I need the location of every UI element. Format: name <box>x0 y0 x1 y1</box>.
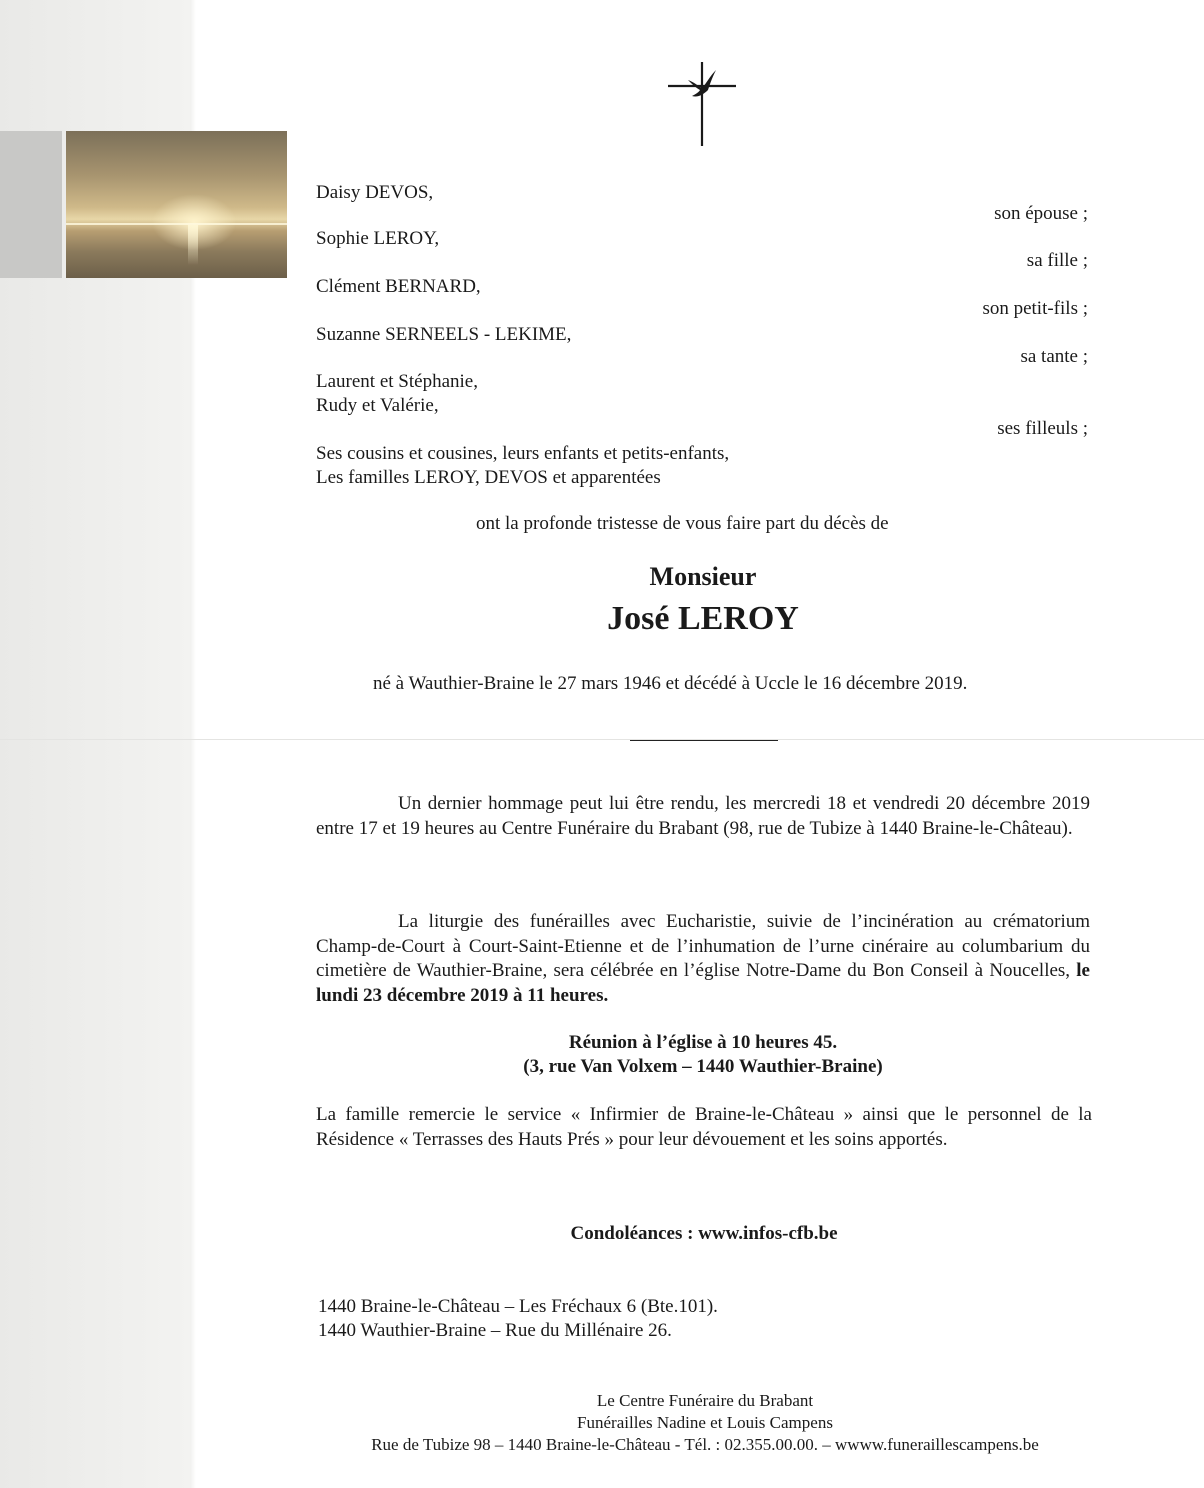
grey-block <box>0 131 62 278</box>
liturgy-paragraph <box>316 910 1090 1008</box>
family-godchildren-role: ses filleuls ; <box>997 418 1088 439</box>
condolences-line: Condoléances : www.infos-cfb.be <box>570 1223 838 1244</box>
liturgy-text: La liturgie des funérailles avec Eucharistie, suivie de l’incinération au crématorium Champ-de-Court à Court-Saint-Etienne et de l’inhumation de l’urne cinéraire au columbarium du cimetière de Wauthier-Braine, sera célébrée en l’église Notre-Dame du Bon Conseil à Noucelles, <box>316 911 1090 981</box>
tribute-paragraph: Un dernier hommage peut lui être rendu, les mercredi 18 et vendredi 20 décembre 2019 entre 17 et 19 heures au Centre Funéraire du Brabant (98, rue de Tubize à 1440 Braine-le-Château). <box>316 793 1090 839</box>
fold-line <box>0 739 1204 740</box>
cross-with-dove-icon <box>666 58 738 148</box>
sunset-photo <box>66 131 287 278</box>
deceased-name: José LEROY <box>607 600 799 637</box>
announcement-intro: ont la profonde tristesse de vous faire part du décès de <box>476 513 889 534</box>
family-godchildren-line1: Laurent et Stéphanie, <box>316 371 478 392</box>
family-families-line: Les familles LEROY, DEVOS et apparentées <box>316 467 661 488</box>
family-sophie-role: sa fille ; <box>1026 250 1088 271</box>
footer-line2: Funérailles Nadine et Louis Campens <box>577 1413 833 1432</box>
family-cousins-line: Ses cousins et cousines, leurs enfants et petits-enfants, <box>316 443 730 464</box>
family-daisy-role: son épouse ; <box>994 203 1088 224</box>
address-line2: 1440 Wauthier-Braine – Rue du Millénaire 26. <box>318 1320 672 1341</box>
liturgy-date: le lundi 23 décembre 2019 à 11 heures. <box>316 960 1090 1006</box>
meeting-line2: (3, rue Van Volxem – 1440 Wauthier-Braine) <box>523 1056 883 1077</box>
photo-horizon <box>66 223 287 225</box>
deceased-salutation: Monsieur <box>649 562 757 591</box>
family-suzanne-name: Suzanne SERNEELS - LEKIME, <box>316 324 572 345</box>
thanks-paragraph: La famille remercie le service « Infirmier de Braine-le-Château » ainsi que le personnel de la Résidence « Terrasses des Hauts Prés » pour leur dévouement et les soins apportés. <box>316 1104 1092 1150</box>
address-line1: 1440 Braine-le-Château – Les Fréchaux 6 (Bte.101). <box>318 1296 718 1317</box>
section-divider <box>630 740 778 741</box>
photo-sun-reflection <box>188 225 198 265</box>
family-clement-name: Clément BERNARD, <box>316 276 481 297</box>
family-godchildren-line2: Rudy et Valérie, <box>316 395 439 416</box>
family-sophie-name: Sophie LEROY, <box>316 228 440 249</box>
deceased-dates: né à Wauthier-Braine le 27 mars 1946 et décédé à Uccle le 16 décembre 2019. <box>373 673 968 694</box>
meeting-line1: Réunion à l’église à 10 heures 45. <box>568 1032 838 1053</box>
family-suzanne-role: sa tante ; <box>1020 346 1088 367</box>
footer-line3: Rue de Tubize 98 – 1440 Braine-le-Château - Tél. : 02.355.00.00. – wwww.funeraillescampens.be <box>371 1435 1039 1454</box>
footer-line1: Le Centre Funéraire du Brabant <box>596 1391 814 1410</box>
family-clement-role: son petit-fils ; <box>982 298 1088 319</box>
family-daisy-name: Daisy DEVOS, <box>316 182 434 203</box>
